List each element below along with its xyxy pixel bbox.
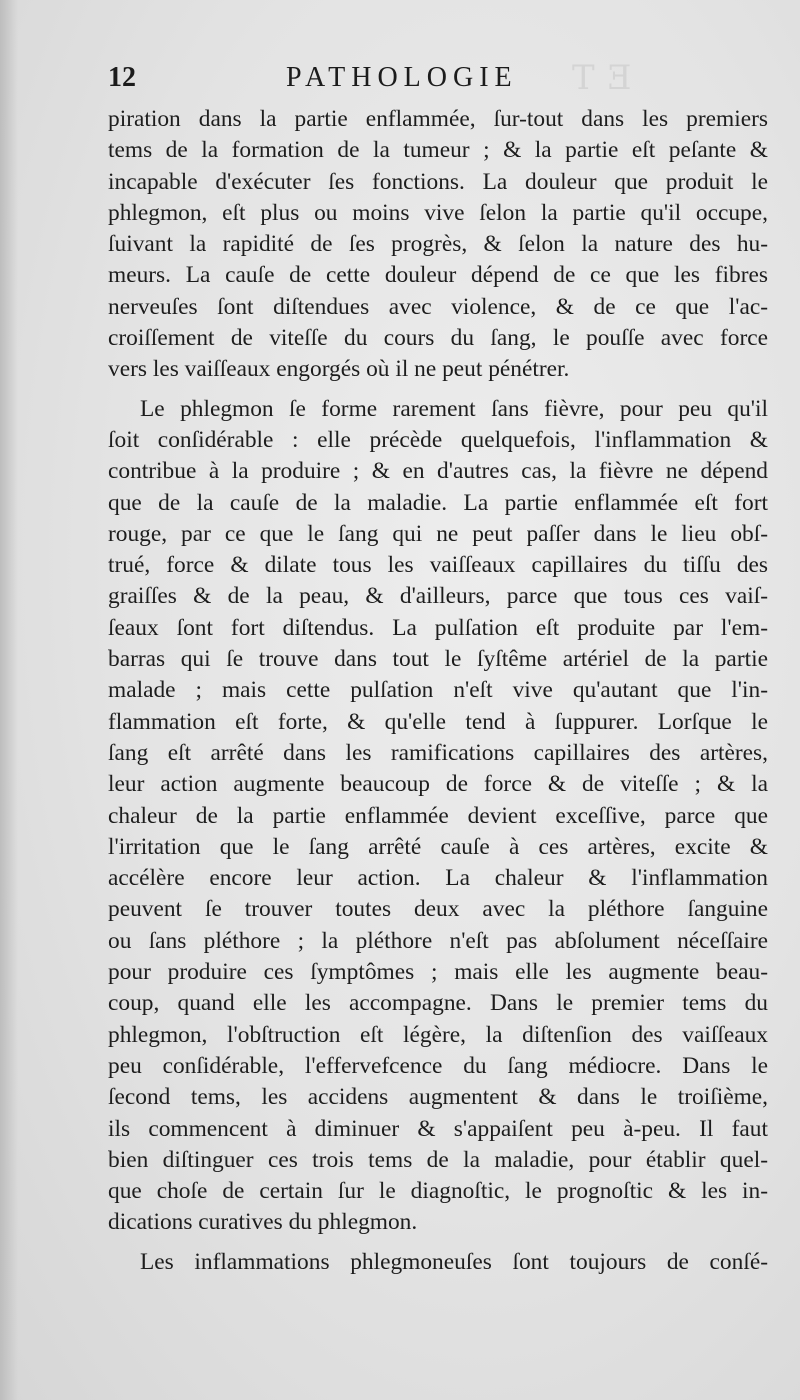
text-line: ils commencent à diminuer & s'appaiſent peu à-peu. Il faut xyxy=(108,1115,768,1142)
text-line: phlegmon, l'obſtruction eſt légère, la diſtenſion des vaiſſeaux xyxy=(108,1021,768,1048)
page-gutter-shadow xyxy=(0,0,18,1400)
text-line: peu conſidérable, l'effervefcence du ſang médiocre. Dans le xyxy=(108,1052,768,1079)
text-line: pour produire ces ſymptômes ; mais elle les augmente beau- xyxy=(108,959,768,986)
body-text xyxy=(108,104,768,1278)
text-line: croiſſement de viteſſe du cours du ſang, le pouſſe avec force xyxy=(108,325,768,352)
text-line: que de la cauſe de la maladie. La partie enflammée eſt fort xyxy=(108,489,768,516)
text-line: accélère encore leur action. La chaleur & l'inflammation xyxy=(108,865,768,892)
text-line: ſang eſt arrêté dans les ramifications capillaires des artères, xyxy=(108,739,768,766)
paragraph-1 xyxy=(108,104,768,386)
text-line: ou ſans pléthore ; la pléthore n'eſt pas abſolument néceſſaire xyxy=(108,927,768,954)
text-line: Le phlegmon ſe forme rarement ſans fièvre, pour peu qu'il xyxy=(140,395,768,422)
text-line: leur action augmente beaucoup de force & de viteſſe ; & la xyxy=(108,771,768,798)
page-number: 12 xyxy=(108,62,136,93)
text-line: phlegmon, eſt plus ou moins vive ſelon la partie qu'il occupe, xyxy=(108,199,768,226)
paragraph-gap xyxy=(108,1239,768,1247)
text-line: ſeaux ſont fort diſtendus. La pulſation eſt produite par l'em- xyxy=(108,614,768,641)
text-line: dications curatives du phlegmon. xyxy=(108,1209,418,1236)
text-line: barras qui ſe trouve dans tout le ſyſtême artériel de la partie xyxy=(108,646,768,673)
text-line: l'irritation que le ſang arrêté cauſe à ces artères, excite & xyxy=(108,833,768,860)
text-line: tems de la formation de la tumeur ; & la partie eſt peſante & xyxy=(108,137,768,164)
text-line: bien diſtinguer ces trois tems de la maladie, pour établir quel- xyxy=(108,1146,768,1173)
text-line: vers les vaiſſeaux engorgés où il ne peut pénétrer. xyxy=(108,356,570,383)
text-line: piration dans la partie enflammée, ſur-tout dans les premiers xyxy=(108,106,768,132)
running-head: PATHOLOGIE xyxy=(286,62,518,93)
paragraph-gap xyxy=(108,386,768,394)
text-line: coup, quand elle les accompagne. Dans le premier tems du xyxy=(108,990,768,1017)
text-line: Les inflammations phlegmoneuſes ſont toujours de conſé- xyxy=(140,1248,768,1275)
show-through-ghost: ET xyxy=(560,58,632,98)
paragraph-3 xyxy=(108,1247,768,1278)
text-line: que choſe de certain ſur le diagnoſtic, le prognoſtic & les in- xyxy=(108,1178,768,1205)
text-line: ſuivant la rapidité de ſes progrès, & ſelon la nature des hu- xyxy=(108,231,768,258)
text-line: contribue à la produire ; & en d'autres cas, la fièvre ne dépend xyxy=(108,458,768,485)
text-line: rouge, par ce que le ſang qui ne peut paſſer dans le lieu obſ- xyxy=(108,520,768,547)
page-header xyxy=(108,62,768,102)
text-line: graiſſes & de la peau, & d'ailleurs, parce que tous ces vaiſ- xyxy=(108,583,768,610)
text-line: flammation eſt forte, & qu'elle tend à ſuppurer. Lorſque le xyxy=(108,708,768,735)
text-line: meurs. La cauſe de cette douleur dépend de ce que les fibres xyxy=(108,262,768,289)
text-line: chaleur de la partie enflammée devient exceſſive, parce que xyxy=(108,802,768,829)
paragraph-2 xyxy=(108,394,768,1239)
text-line: incapable d'exécuter ſes fonctions. La douleur que produit le xyxy=(108,168,768,195)
text-line: malade ; mais cette pulſation n'eſt vive qu'autant que l'in- xyxy=(108,677,768,704)
text-line: trué, force & dilate tous les vaiſſeaux capillaires du tiſſu des xyxy=(108,552,768,579)
text-line: ſecond tems, les accidens augmentent & dans le troiſième, xyxy=(108,1084,768,1111)
text-line: nerveuſes ſont diſtendues avec violence, & de ce que l'ac- xyxy=(108,293,768,320)
text-line: peuvent ſe trouver toutes deux avec la pléthore ſanguine xyxy=(108,896,768,923)
text-line: ſoit conſidérable : elle précède quelquefois, l'inflammation & xyxy=(108,426,768,453)
